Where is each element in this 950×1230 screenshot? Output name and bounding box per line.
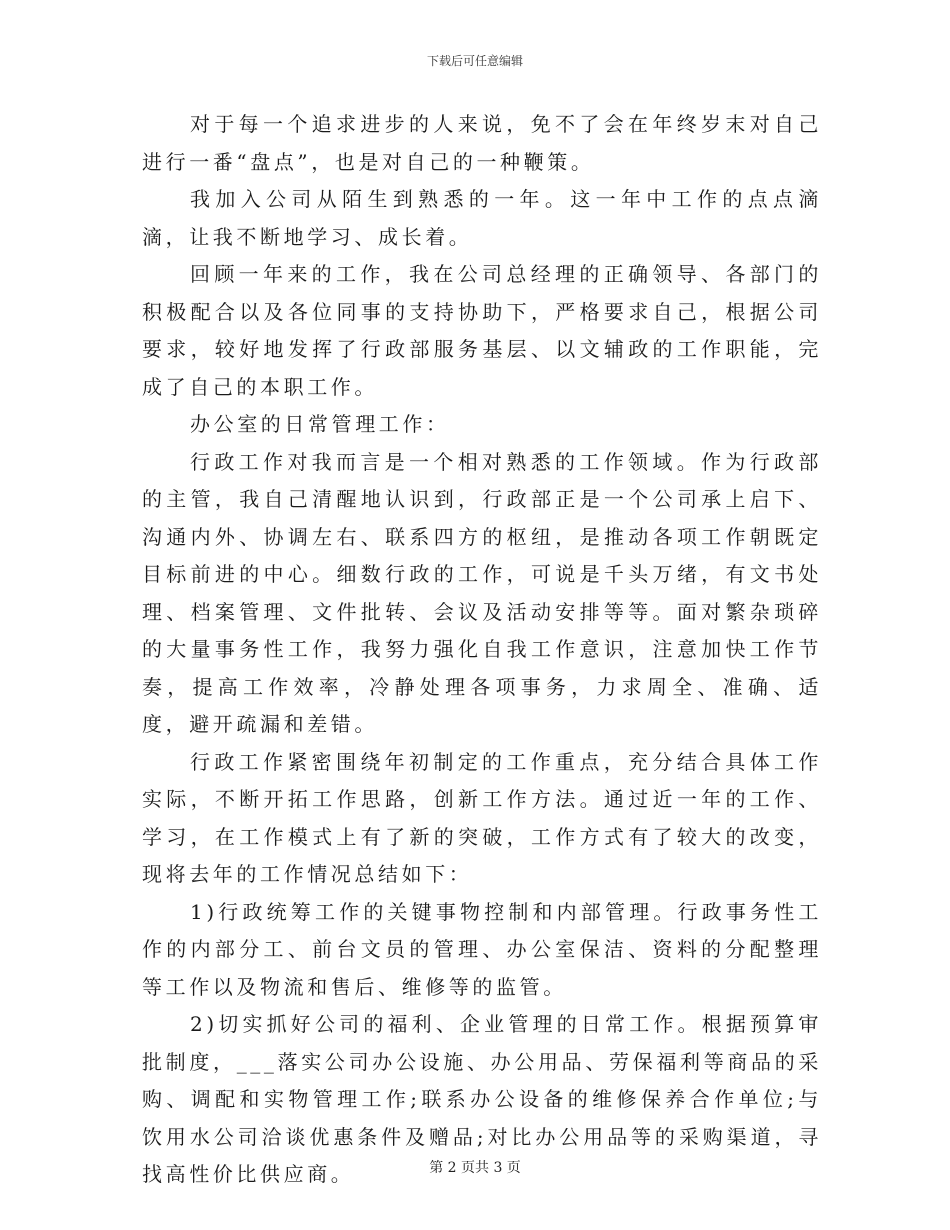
document-body	[142, 106, 822, 1194]
list-item-2: 2)切实抓好公司的福利、企业管理的日常工作。根据预算审批制度，___落实公司办公设施、办公用品、劳保福利等商品的采购、调配和实物管理工作;联系办公设备的维修保养合作单位;与饮用水公司洽谈优惠条件及赠品;对比办公用品等的采购渠道，寻找高性价比供应商。	[142, 1012, 822, 1186]
paragraph-year-end-review: 对于每一个追求进步的人来说，免不了会在年终岁末对自己进行一番“盘点”，也是对自己的一种鞭策。	[142, 112, 822, 174]
paragraph-admin-work: 行政工作对我而言是一个相对熟悉的工作领域。作为行政部的主管，我自己清醒地认识到，行政部正是一个公司承上启下、沟通内外、协调左右、联系四方的枢纽，是推动各项工作朝既定目标前进的中心。细数行政的工作，可说是千头万绪，有文书处理、档案管理、文件批转、会议及活动安排等等。面对繁杂琐碎的大量事务性工作，我努力强化自我工作意识，注意加快工作节奏，提高工作效率，冷静处理各项事务，力求周全、准确、适度，避开疏漏和差错。	[142, 449, 822, 736]
section-heading-office-management: 办公室的日常管理工作：	[190, 412, 450, 436]
list-item-1: 1)行政统筹工作的关键事物控制和内部管理。行政事务性工作的内部分工、前台文员的管理、办公室保洁、资料的分配整理等工作以及物流和售后、维修等的监管。	[142, 899, 822, 999]
paragraph-looking-back: 回顾一年来的工作，我在公司总经理的正确领导、各部门的积极配合以及各位同事的支持协助下，严格要求自己，根据公司要求，较好地发挥了行政部服务基层、以文辅政的工作职能，完成了自己的本职工作。	[142, 262, 822, 399]
paragraph-work-focus: 行政工作紧密围绕年初制定的工作重点，充分结合具体工作实际，不断开拓工作思路，创新工作方法。通过近一年的工作、学习，在工作模式上有了新的突破，工作方式有了较大的改变，现将去年的工作情况总结如下：	[142, 749, 822, 886]
page-number: 第 2 页共 3 页	[429, 1160, 521, 1176]
page-header: 下载后可任意编辑	[426, 54, 523, 68]
paragraph-joining-company: 我加入公司从陌生到熟悉的一年。这一年中工作的点点滴滴，让我不断地学习、成长着。	[142, 187, 822, 249]
